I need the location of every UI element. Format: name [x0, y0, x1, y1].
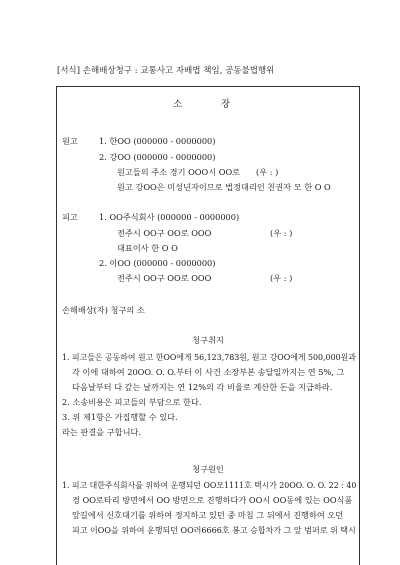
document-title-char-2: 장 — [221, 99, 231, 110]
plaintiff-label: 원고 — [62, 136, 78, 146]
claim-line-5: 3. 위 제1항은 가집행할 수 있다. — [62, 412, 178, 422]
plaintiff-1: 1. 한OO (000000 - 0000000) — [99, 136, 216, 146]
cause-heading: 청구원인 — [192, 464, 224, 474]
cause-line-4: 피고 이OO을 위하여 운행되던 OO러6666호 봉고 승합차가 그 앞 범퍼로 위 택시 — [72, 526, 356, 535]
case-name: 손해배상(자) 청구의 소 — [62, 305, 145, 315]
cause-line-2: 경 OO로타리 방면에서 OO 방면으로 진행하다가 OO시 OO동에 있는 OO식품 — [72, 495, 353, 505]
cause-line-3: 앞길에서 신호대기를 위하여 정지하고 있던 중 마침 그 뒤에서 진행하여 오던 — [72, 510, 344, 520]
plaintiff-guardian: 원고 강OO은 미성년자이므로 법정대리인 친권자 모 한 O O — [117, 182, 331, 192]
defendant-2-address: 전주시 OO구 OO로 OOO — [117, 273, 212, 283]
defendant-1: 1. OO주식회사 (000000 - 0000000) — [99, 212, 240, 222]
claim-line-3: 다음날부터 다 갚는 날까지는 연 12%의 각 비율로 계산한 돈을 지급하라. — [72, 382, 333, 392]
defendant-2-zip: (우 : ) — [270, 273, 293, 283]
cause-line-1: 1. 피고 대한주식회사를 위하여 운행되던 OO모1111호 택시가 20OO. O. O. 22 : 40 — [62, 481, 357, 490]
defendant-1-address: 전주시 OO구 OO로 OOO — [117, 228, 212, 238]
document-title-char-1: 소 — [173, 99, 183, 110]
form-header: [서식] 손해배상청구 : 교통사고 자배법 책임, 공동불법행위 — [57, 65, 275, 75]
plaintiff-2: 2. 강OO (000000 - 0000000) — [99, 152, 216, 162]
defendant-label: 피고 — [62, 212, 78, 222]
defendant-1-zip: (우 : ) — [270, 228, 293, 238]
defendant-2: 2. 이OO (000000 - 0000000) — [99, 258, 216, 268]
defendant-1-representative: 대표이사 한 O O — [117, 243, 178, 253]
plaintiff-address: 원고들의 주소 경기 OOO시 OO로 — [117, 167, 241, 177]
claim-line-4: 2. 소송비용은 피고들의 부담으로 한다. — [62, 397, 202, 407]
claim-line-6: 라는 판결을 구합니다. — [62, 427, 141, 437]
claim-heading: 청구취지 — [192, 335, 224, 345]
claim-line-1: 1. 피고들은 공동하여 원고 한OO에게 56,123,783원, 원고 강OO에게 500,000원과 — [62, 353, 356, 362]
plaintiff-zip: (우 : ) — [256, 167, 279, 177]
claim-line-2: 각 이에 대하여 20OO. O. O.부터 이 사건 소장부본 송달일까지는 연 5%, 그 — [72, 367, 345, 377]
